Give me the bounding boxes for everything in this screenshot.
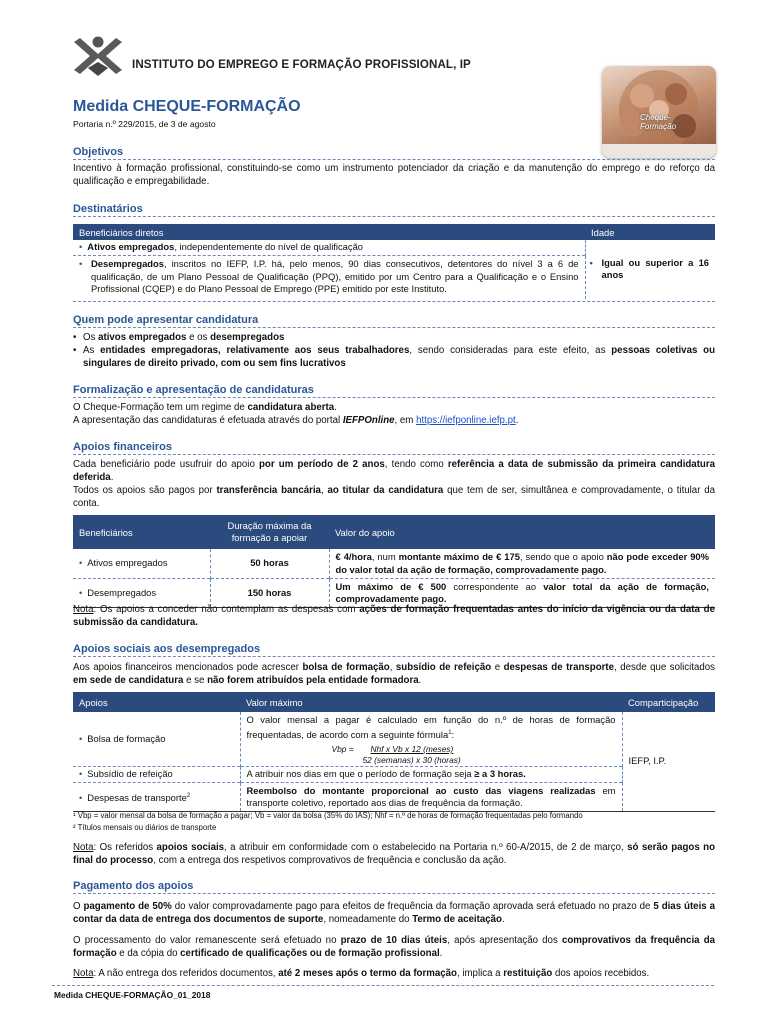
destinatarios-heading: Destinatários — [73, 203, 715, 217]
col-comparticipacao: Comparticipação — [622, 692, 715, 712]
sociais-nota: Nota: Os referidos apoios sociais, a atribuir em conformidade com o estabelecido na Portaria n.º 60-A/2015, de 2 de março, só serão pagos no final do processo, com a entrega dos respetivos comprovativos de frequência e conclusão da ação. — [73, 842, 715, 866]
formalizacao-line1: O Cheque-Formação tem um regime de candidatura aberta. — [73, 402, 337, 413]
destinatarios-table — [73, 224, 715, 299]
bolsa-formula: Vbp = Nhf x Vb x 12 (meses) 52 (semanas) x 30 (horas) — [331, 744, 461, 766]
bullet-icon: • — [79, 586, 83, 598]
candidatura-heading: Quem pode apresentar candidatura — [73, 314, 715, 328]
footer-text: Medida CHEQUE-FORMAÇÃO_01_2018 — [54, 990, 211, 1000]
objetivos-text: Incentivo à formação profissional, constituindo-se como um instrumento potenciador da criação e da manutenção do emprego e do reforço da qualificação e empregabilidade. — [73, 163, 715, 187]
col-valor: Valor do apoio — [329, 515, 715, 549]
table-row: • Despesas de transporte$^2$ Reembolso do montante proporcional ao custo das viagens realizadas em transporte coletivo, reportado aos dias de frequência da formação. — [73, 783, 715, 812]
apoios-nota: Nota: Os apoios a conceder não contemplam as despesas com ações de formação frequentadas antes do início da vigência ou da data de submissão da candidatura. — [73, 604, 715, 628]
iefponline-link[interactable]: https://iefponline.iefp.pt — [416, 415, 516, 426]
bullet-icon: • — [79, 241, 83, 253]
list-item: • Os ativos empregados e os desempregados — [73, 331, 715, 344]
table-row: • Bolsa de formação O valor mensal a pagar é calculado em função do n.º de horas de formação frequentadas, de acordo com a seguinte fórmula$^1$: Vbp = Nhf x Vb x 12 (meses) 52 (semanas) x 30 (horas) IEFP, I.P. — [73, 712, 715, 767]
table-row: • Ativos empregados, independentemente do nível de qualificação • Igual ou superior a 16 anos — [73, 240, 715, 256]
footer-divider — [52, 985, 714, 986]
sociais-heading: Apoios sociais aos desempregados — [73, 643, 715, 657]
bullet-icon: • — [79, 768, 83, 780]
apoios-table — [73, 515, 715, 608]
divider — [73, 301, 715, 302]
objetivos-heading: Objetivos — [73, 146, 715, 160]
formalizacao-line2: A apresentação das candidaturas é efetuada através do portal IEFPOnline, em https://iefponline.iefp.pt. — [73, 415, 519, 426]
list-item: • As entidades empregadoras, relativamente aos seus trabalhadores, sendo consideradas para este efeito, as pessoas coletivas ou singulares de direito privado, com ou sem fins lucrativos — [73, 344, 715, 370]
col-duracao: Duração máxima da formação a apoiar — [210, 515, 329, 549]
bullet-icon: • — [79, 791, 83, 803]
bullet-icon: • — [79, 258, 83, 269]
apoios-p2: Todos os apoios são pagos por transferência bancária, ao titular da candidatura que tem de ser, simultânea e comprovadamente, o titular da conta. — [73, 485, 715, 509]
iefp-logo — [72, 36, 124, 78]
apoios-p1: Cada beneficiário pode usufruir do apoio por um período de 2 anos, tendo como referência a data de submissão da primeira candidatura deferida. — [73, 459, 715, 483]
pagamento-nota: Nota: A não entrega dos referidos documentos, até 2 meses após o termo da formação, implica a restituição dos apoios recebidos. — [73, 968, 650, 979]
formalizacao-heading: Formalização e apresentação de candidaturas — [73, 384, 715, 398]
table-row: • Desempregados 150 horas Um máximo de € 500 correspondente ao valor total da ação de formação, comprovadamente pago. — [73, 579, 715, 608]
pagamento-heading: Pagamento dos apoios — [73, 880, 715, 894]
cheque-formacao-photo: Cheque- Formação — [602, 66, 716, 158]
pagamento-p1: O pagamento de 50% do valor comprovadamente pago para efeitos de frequência da formação aprovada será efetuado no prazo de 5 dias úteis a contar da data de entrega dos documentos de suporte, nomeadamente do Termo de aceitação. — [73, 901, 715, 925]
page-title: Medida CHEQUE-FORMAÇÃO — [73, 98, 301, 115]
col-apoios: Apoios — [73, 692, 240, 712]
footnote-1: ¹ Vbp = valor mensal da bolsa de formação a pagar; Vb = valor da bolsa (35% do IAS); Nhf = n.º de horas de formação frequentadas pelo formando — [73, 811, 583, 820]
sociais-table — [73, 692, 715, 812]
col-idade: Idade — [585, 224, 715, 240]
sociais-text: Aos apoios financeiros mencionados pode acrescer bolsa de formação, subsídio de refeição e despesas de transporte, desde que solicitados em sede de candidatura e se não forem atribuídos pela entidade formadora. — [73, 662, 715, 686]
table-row: • Desempregados, inscritos no IEFP, I.P. há, pelo menos, 90 dias consecutivos, detentores do nível 3 a 6 de qualificação, de um Plano Pessoal de Qualificação (PPQ), emitido por um Centro para a Qualificação e o Ensino Profissional (CQEP) e do Plano Pessoal de Emprego (PPE) emitido por este Instituto. — [73, 256, 715, 299]
age-value: Igual ou superior a 16 anos — [601, 256, 709, 281]
col-beneficiarios: Beneficiários diretos — [73, 224, 585, 240]
col-beneficiarios: Beneficiários — [73, 515, 210, 549]
footnote-2: ² Títulos mensais ou diários de transporte — [73, 823, 217, 832]
page-subtitle: Portaria n.º 229/2015, de 3 de agosto — [73, 119, 216, 129]
bullet-icon: • — [589, 256, 593, 268]
pagamento-p2: O processamento do valor remanescente será efetuado no prazo de 10 dias úteis, após apresentação dos comprovativos da frequência da formação e da cópia do certificado de qualificações ou de formação profissional. — [73, 935, 715, 959]
institute-name: INSTITUTO DO EMPREGO E FORMAÇÃO PROFISSIONAL, IP — [132, 58, 471, 71]
table-row: • Subsídio de refeição A atribuir nos dias em que o período de formação seja ≥ a 3 horas. — [73, 767, 715, 783]
col-valor-maximo: Valor máximo — [240, 692, 622, 712]
apoios-heading: Apoios financeiros — [73, 441, 715, 455]
table-row: • Ativos empregados 50 horas € 4/hora, num montante máximo de € 175, sendo que o apoio não pode exceder 90% do valor total da ação de formação, comprovadamente pago. — [73, 549, 715, 579]
bullet-icon: • — [79, 557, 83, 569]
bullet-icon: • — [79, 732, 83, 744]
candidatura-list — [73, 331, 715, 370]
